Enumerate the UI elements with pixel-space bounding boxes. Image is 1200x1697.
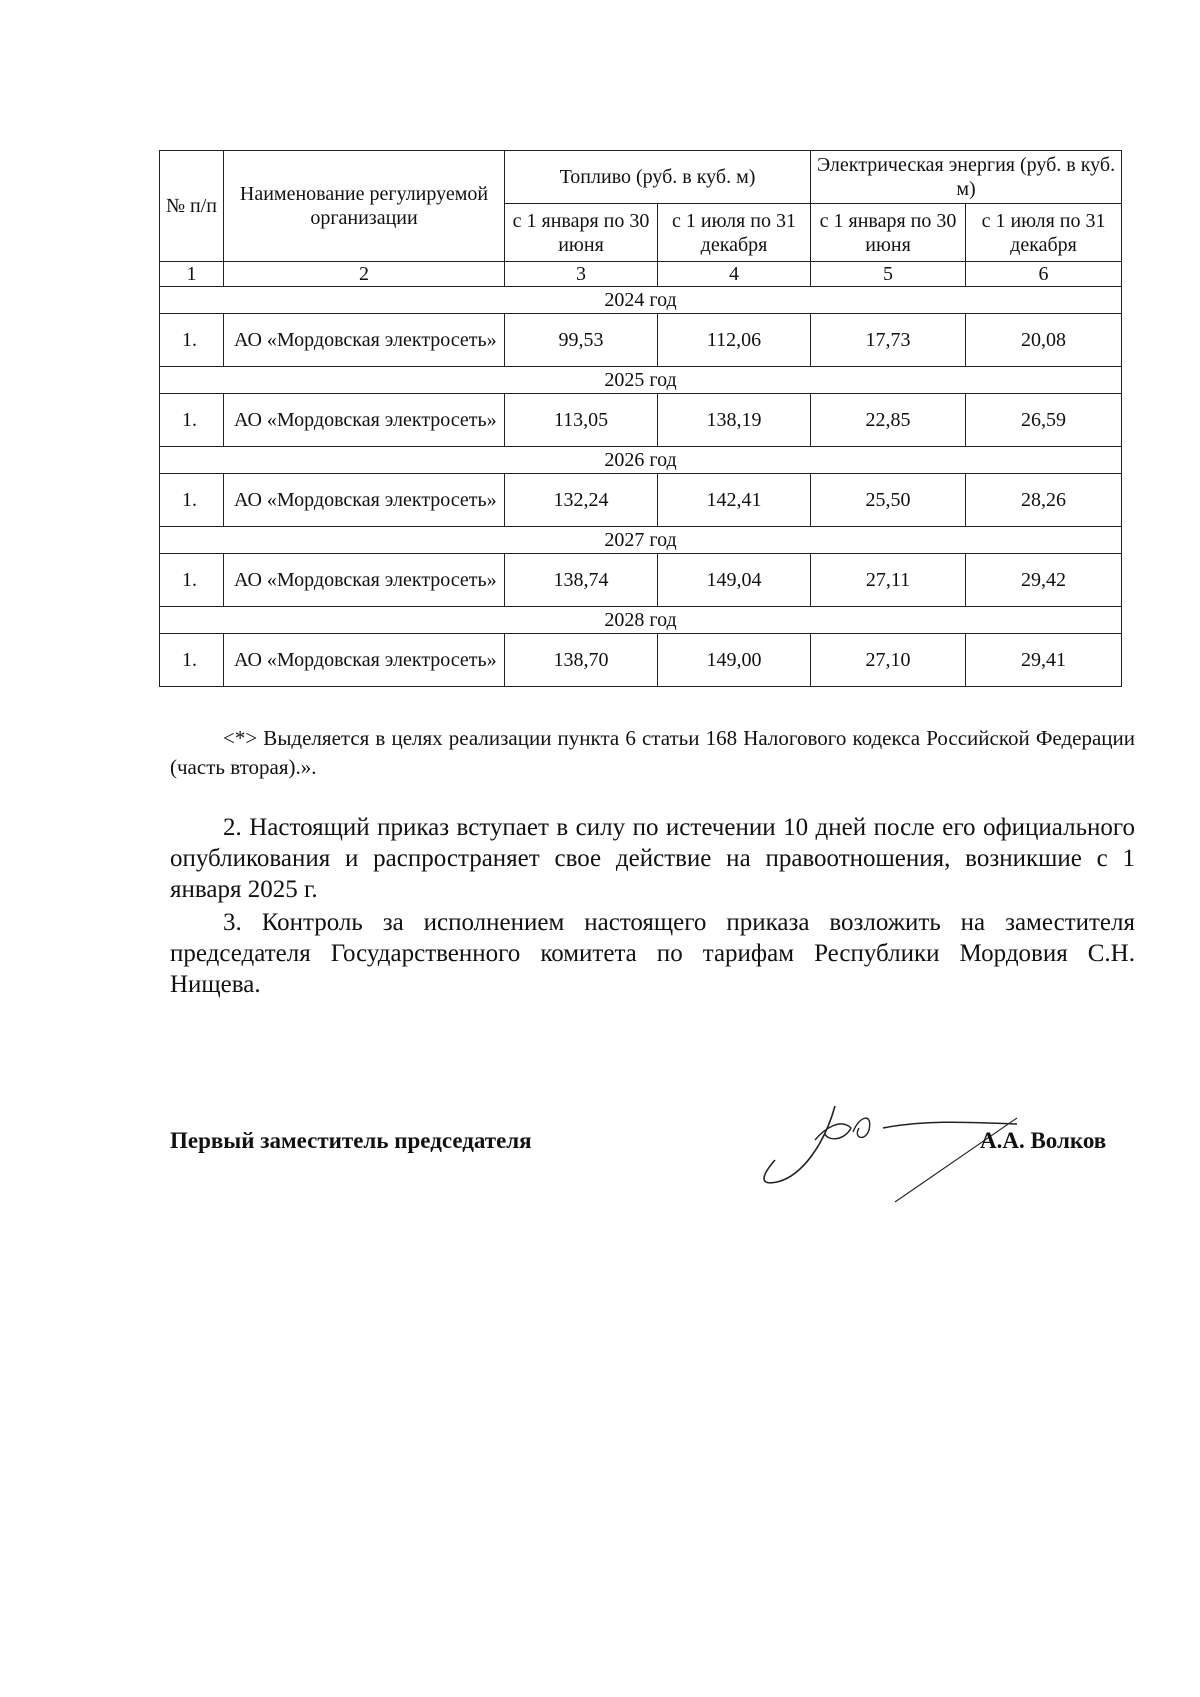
signatory-title: Первый заместитель председателя [170,1128,532,1153]
elec-h2-value: 29,41 [966,634,1122,687]
col-number: 4 [658,262,811,287]
col-number: 5 [811,262,966,287]
org-name: АО «Мордовская электросеть» [224,314,505,367]
footnote: <*> Выделяется в целях реализации пункта 6 статьи 168 Налогового кодекса Российской Федерации (часть вторая).». [170,726,1135,779]
table-row [160,554,1122,607]
header-elec-group: Электрическая энергия (руб. в куб. м) [811,151,1122,204]
tariff-table [159,150,1122,687]
paragraph-effective-date: 2. Настоящий приказ вступает в силу по истечении 10 дней после его официального опубликования и распространяет свое действие на правоотношения, возникшие с 1 января 2025 г. [170,814,1135,903]
elec-h1-value: 25,50 [811,474,966,527]
fuel-h2-value: 138,19 [658,394,811,447]
table-row [160,314,1122,367]
elec-h2-value: 20,08 [966,314,1122,367]
header-period-elec-2: с 1 июля по 31 декабря [966,204,1122,262]
fuel-h1-value: 99,53 [505,314,658,367]
signatory-name: А.А. Волков [980,1128,1107,1153]
row-number: 1. [160,314,224,367]
elec-h1-value: 27,10 [811,634,966,687]
org-name: АО «Мордовская электросеть» [224,554,505,607]
table-row [160,474,1122,527]
year-row [160,607,1122,634]
table-row [160,394,1122,447]
header-fuel-group: Топливо (руб. в куб. м) [505,151,811,204]
fuel-h2-value: 149,04 [658,554,811,607]
elec-h2-value: 28,26 [966,474,1122,527]
elec-h2-value: 26,59 [966,394,1122,447]
header-period-fuel-2: с 1 июля по 31 декабря [658,204,811,262]
elec-h2-value: 29,42 [966,554,1122,607]
year-label: 2028 год [160,607,1122,634]
fuel-h1-value: 138,70 [505,634,658,687]
col-number: 3 [505,262,658,287]
col-number: 2 [224,262,505,287]
org-name: АО «Мордовская электросеть» [224,634,505,687]
year-row [160,287,1122,314]
year-label: 2027 год [160,527,1122,554]
row-number: 1. [160,554,224,607]
col-number: 1 [160,262,224,287]
header-period-elec-1: с 1 января по 30 июня [811,204,966,262]
col-number: 6 [966,262,1122,287]
elec-h1-value: 27,11 [811,554,966,607]
fuel-h1-value: 138,74 [505,554,658,607]
org-name: АО «Мордовская электросеть» [224,394,505,447]
row-number: 1. [160,394,224,447]
fuel-h1-value: 132,24 [505,474,658,527]
header-col-numbers [160,262,1122,287]
fuel-h2-value: 149,00 [658,634,811,687]
year-label: 2025 год [160,367,1122,394]
header-row-1 [160,151,1122,204]
fuel-h2-value: 142,41 [658,474,811,527]
year-row [160,527,1122,554]
row-number: 1. [160,474,224,527]
year-label: 2024 год [160,287,1122,314]
table-row [160,634,1122,687]
paragraph-control: 3. Контроль за исполнением настоящего приказа возложить на заместителя председателя Государственного комитета по тарифам Республики Мордовия С.Н. Нищева. [170,909,1135,998]
year-row [160,447,1122,474]
fuel-h1-value: 113,05 [505,394,658,447]
year-row [160,367,1122,394]
elec-h1-value: 17,73 [811,314,966,367]
elec-h1-value: 22,85 [811,394,966,447]
header-period-fuel-1: с 1 января по 30 июня [505,204,658,262]
header-num: № п/п [160,151,224,262]
row-number: 1. [160,634,224,687]
fuel-h2-value: 112,06 [658,314,811,367]
org-name: АО «Мордовская электросеть» [224,474,505,527]
year-label: 2026 год [160,447,1122,474]
header-org: Наименование регулируемой организации [224,151,505,262]
